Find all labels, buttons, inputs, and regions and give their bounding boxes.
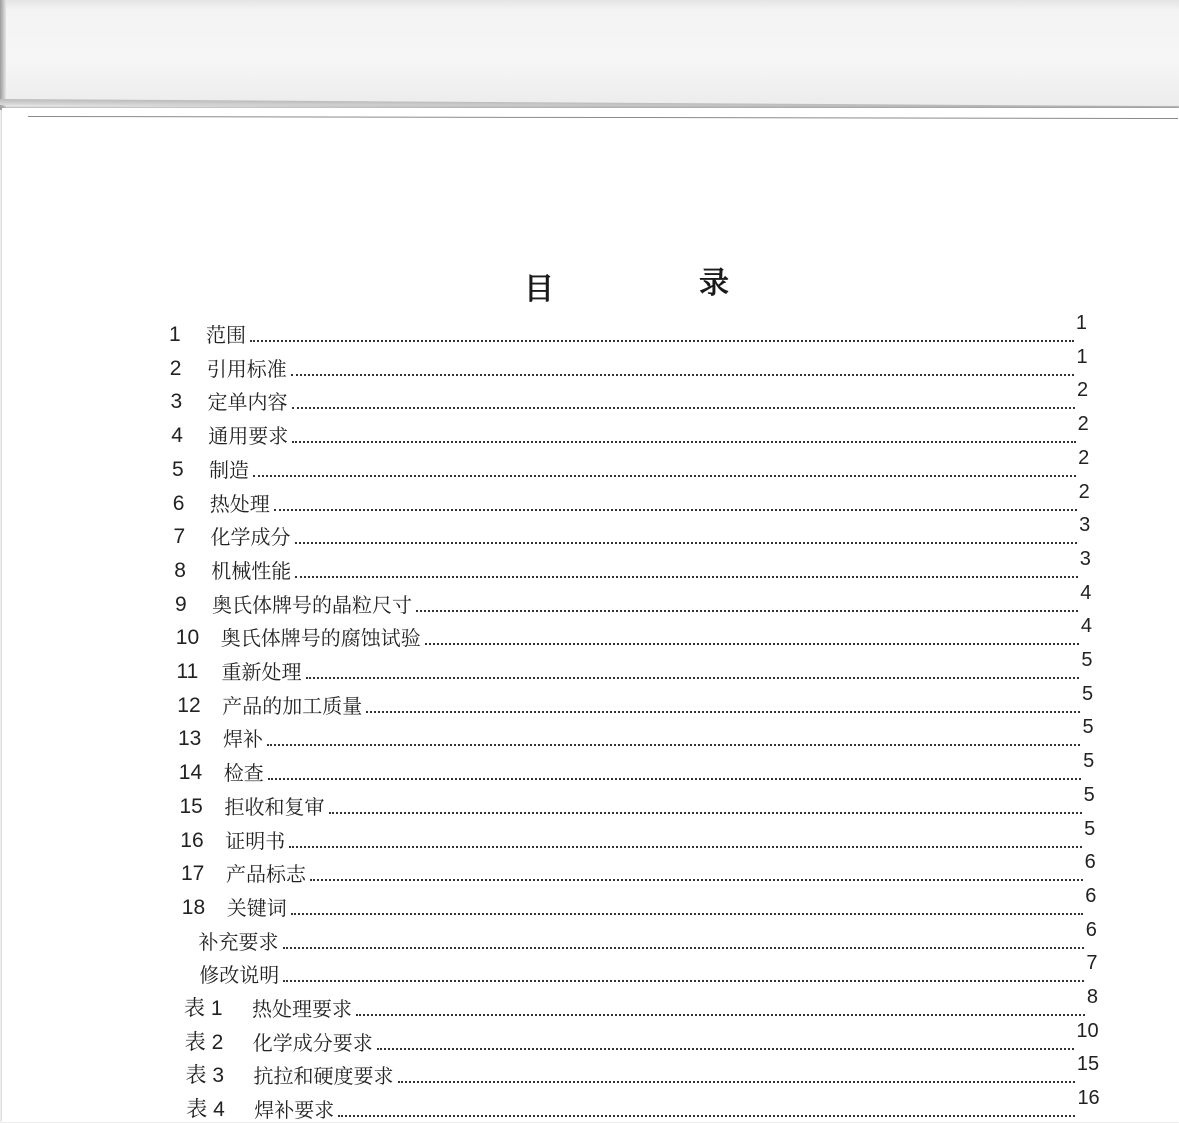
toc-entry[interactable]	[177, 682, 1094, 719]
toc-entry[interactable]	[175, 615, 1092, 651]
toc-entry-number: 3	[170, 390, 183, 414]
toc-entry-number: 表 4	[186, 1098, 225, 1122]
toc-entry[interactable]	[173, 514, 1091, 550]
toc-entry-page: 3	[1079, 514, 1091, 537]
toc-entry-page: 3	[1079, 547, 1091, 570]
toc-entry-page: 1	[1075, 312, 1087, 334]
toc-entry-page: 15	[1076, 1053, 1100, 1076]
toc-leader-dots	[253, 475, 1076, 477]
toc-entry-number: 表 3	[185, 1064, 225, 1088]
toc-entry-page: 2	[1078, 480, 1090, 503]
toc-leader-dots	[274, 509, 1077, 511]
toc-entry[interactable]	[184, 1019, 1099, 1056]
toc-entry-page: 5	[1083, 750, 1095, 773]
toc-entry-page: 5	[1084, 817, 1096, 840]
toc-entry-number: 6	[172, 491, 185, 515]
toc-entry-title: 奥氏体牌号的晶粒尺寸	[212, 592, 412, 617]
toc-entry[interactable]	[181, 851, 1096, 887]
toc-entry[interactable]	[181, 884, 1097, 921]
toc-leader-dots	[306, 677, 1080, 679]
toc-entry[interactable]	[179, 783, 1095, 820]
toc-entry-title: 关键词	[226, 895, 287, 920]
toc-entry-title: 产品标志	[226, 862, 306, 887]
toc-entry-page: 6	[1085, 918, 1097, 941]
toc-entry[interactable]	[172, 480, 1090, 517]
toc-leader-dots	[292, 407, 1075, 409]
toc-entry-page: 2	[1077, 413, 1089, 436]
toc-entry-page: 10	[1076, 1019, 1099, 1042]
toc-entry-number: 2	[169, 356, 182, 380]
toc-leader-dots	[356, 1014, 1085, 1016]
toc-leader-dots	[416, 610, 1078, 612]
toc-entry[interactable]	[174, 547, 1091, 584]
toc-entry-title: 引用标准	[206, 356, 287, 381]
toc-entry-number: 7	[173, 525, 186, 549]
toc-leader-dots	[425, 643, 1079, 645]
toc-leader-dots	[267, 744, 1080, 746]
toc-entry-page: 5	[1081, 682, 1094, 705]
toc-entry[interactable]	[186, 1087, 1100, 1123]
toc-entry-title: 焊补	[223, 727, 263, 752]
toc-entry-number: 4	[171, 424, 183, 448]
toc-entry[interactable]	[178, 750, 1095, 786]
toc-leader-dots	[377, 1048, 1075, 1050]
toc-entry-title: 奥氏体牌号的腐蚀试验	[220, 626, 421, 651]
toc-entry-title: 产品的加工质量	[222, 693, 363, 718]
toc-entry[interactable]	[176, 649, 1093, 685]
toc-leader-dots	[398, 1081, 1075, 1083]
toc-entry-number: 表 2	[184, 1030, 224, 1054]
toc-entry[interactable]	[175, 581, 1092, 618]
toc-entry-number: 15	[179, 794, 203, 818]
toc-entry-number: 表 1	[184, 997, 223, 1020]
toc-entry-page: 2	[1078, 446, 1090, 469]
toc-entry[interactable]	[170, 379, 1089, 415]
toc-entry-number: 8	[174, 558, 186, 582]
toc-entry-title: 制造	[209, 457, 249, 482]
toc-leader-dots	[250, 340, 1074, 342]
toc-entry-title: 化学成分要求	[252, 1030, 373, 1055]
toc-entry-title: 通用要求	[208, 424, 289, 449]
toc-entry-page: 16	[1077, 1087, 1100, 1110]
toc-entry-number: 10	[175, 626, 200, 650]
toc-entry[interactable]	[169, 345, 1088, 382]
toc-leader-dots	[268, 778, 1081, 780]
toc-entry-title: 证明书	[225, 828, 286, 853]
toc-entry-page: 2	[1076, 379, 1089, 402]
toc-entry-title: 定单内容	[207, 390, 288, 415]
toc-entry-page: 1	[1076, 345, 1088, 368]
toc-entry[interactable]	[184, 986, 1098, 1022]
toc-leader-dots	[291, 374, 1075, 376]
toc-entry-number: 13	[178, 727, 202, 751]
toc-entry[interactable]	[171, 413, 1089, 449]
toc-leader-dots	[295, 576, 1077, 578]
toc-entry[interactable]	[180, 817, 1096, 854]
toc-entry-page: 5	[1081, 649, 1093, 671]
toc-entry-page: 6	[1085, 884, 1097, 907]
toc-entry-page: 5	[1082, 716, 1094, 739]
toc-entry-title: 机械性能	[211, 558, 292, 583]
toc-entry-title: 热处理要求	[252, 997, 352, 1021]
toc-entry[interactable]	[169, 312, 1087, 348]
toc-entry-title: 拒收和复审	[224, 794, 325, 819]
toc-entry-number: 17	[181, 862, 205, 886]
toc-entry-number: 1	[169, 323, 181, 346]
toc-entry-number: 12	[177, 693, 201, 717]
toc-leader-dots	[283, 947, 1084, 949]
toc-entry-title: 修改说明	[199, 963, 280, 988]
toc-entry-page: 8	[1086, 986, 1098, 1008]
toc-entry-page: 4	[1080, 615, 1092, 638]
toc-leader-dots	[329, 812, 1082, 814]
toc-entry-title: 热处理	[209, 491, 270, 516]
toc-entry-page: 4	[1080, 581, 1092, 604]
toc-entry-title: 化学成分	[210, 525, 291, 550]
page-title-char-2: 录	[699, 266, 729, 301]
toc-entry[interactable]	[183, 952, 1098, 988]
toc-entry[interactable]	[178, 716, 1094, 752]
toc-leader-dots	[338, 1115, 1075, 1117]
toc-entry-page: 5	[1083, 783, 1095, 806]
page-title-char-1: 目	[524, 272, 554, 307]
toc-entry-page: 6	[1084, 851, 1096, 874]
toc-entry-title: 重新处理	[221, 660, 302, 684]
toc-entry[interactable]	[172, 446, 1090, 483]
toc-entry-title: 检查	[223, 761, 264, 786]
toc-leader-dots	[291, 913, 1083, 915]
toc-entry-number: 11	[176, 660, 199, 683]
toc-entry[interactable]	[183, 918, 1097, 955]
toc-entry-title: 抗拉和硬度要求	[253, 1064, 394, 1089]
toc-entry-number: 18	[181, 895, 206, 919]
toc-entry-title: 焊补要求	[254, 1098, 335, 1123]
toc-leader-dots	[289, 846, 1082, 848]
toc-entry-title: 补充要求	[198, 929, 279, 954]
toc-leader-dots	[292, 441, 1075, 443]
toc-entry[interactable]	[185, 1053, 1100, 1089]
toc-entry-number: 9	[175, 592, 187, 616]
toc-entry-number: 16	[180, 828, 204, 852]
toc-entry-title: 范围	[206, 323, 246, 347]
toc-leader-dots	[366, 711, 1080, 713]
toc-leader-dots	[283, 980, 1084, 982]
toc-entry-number: 5	[172, 457, 184, 481]
toc-entry-number: 14	[178, 761, 203, 785]
toc-entry-page: 7	[1086, 952, 1098, 975]
toc-leader-dots	[295, 542, 1078, 544]
toc-leader-dots	[310, 879, 1083, 881]
